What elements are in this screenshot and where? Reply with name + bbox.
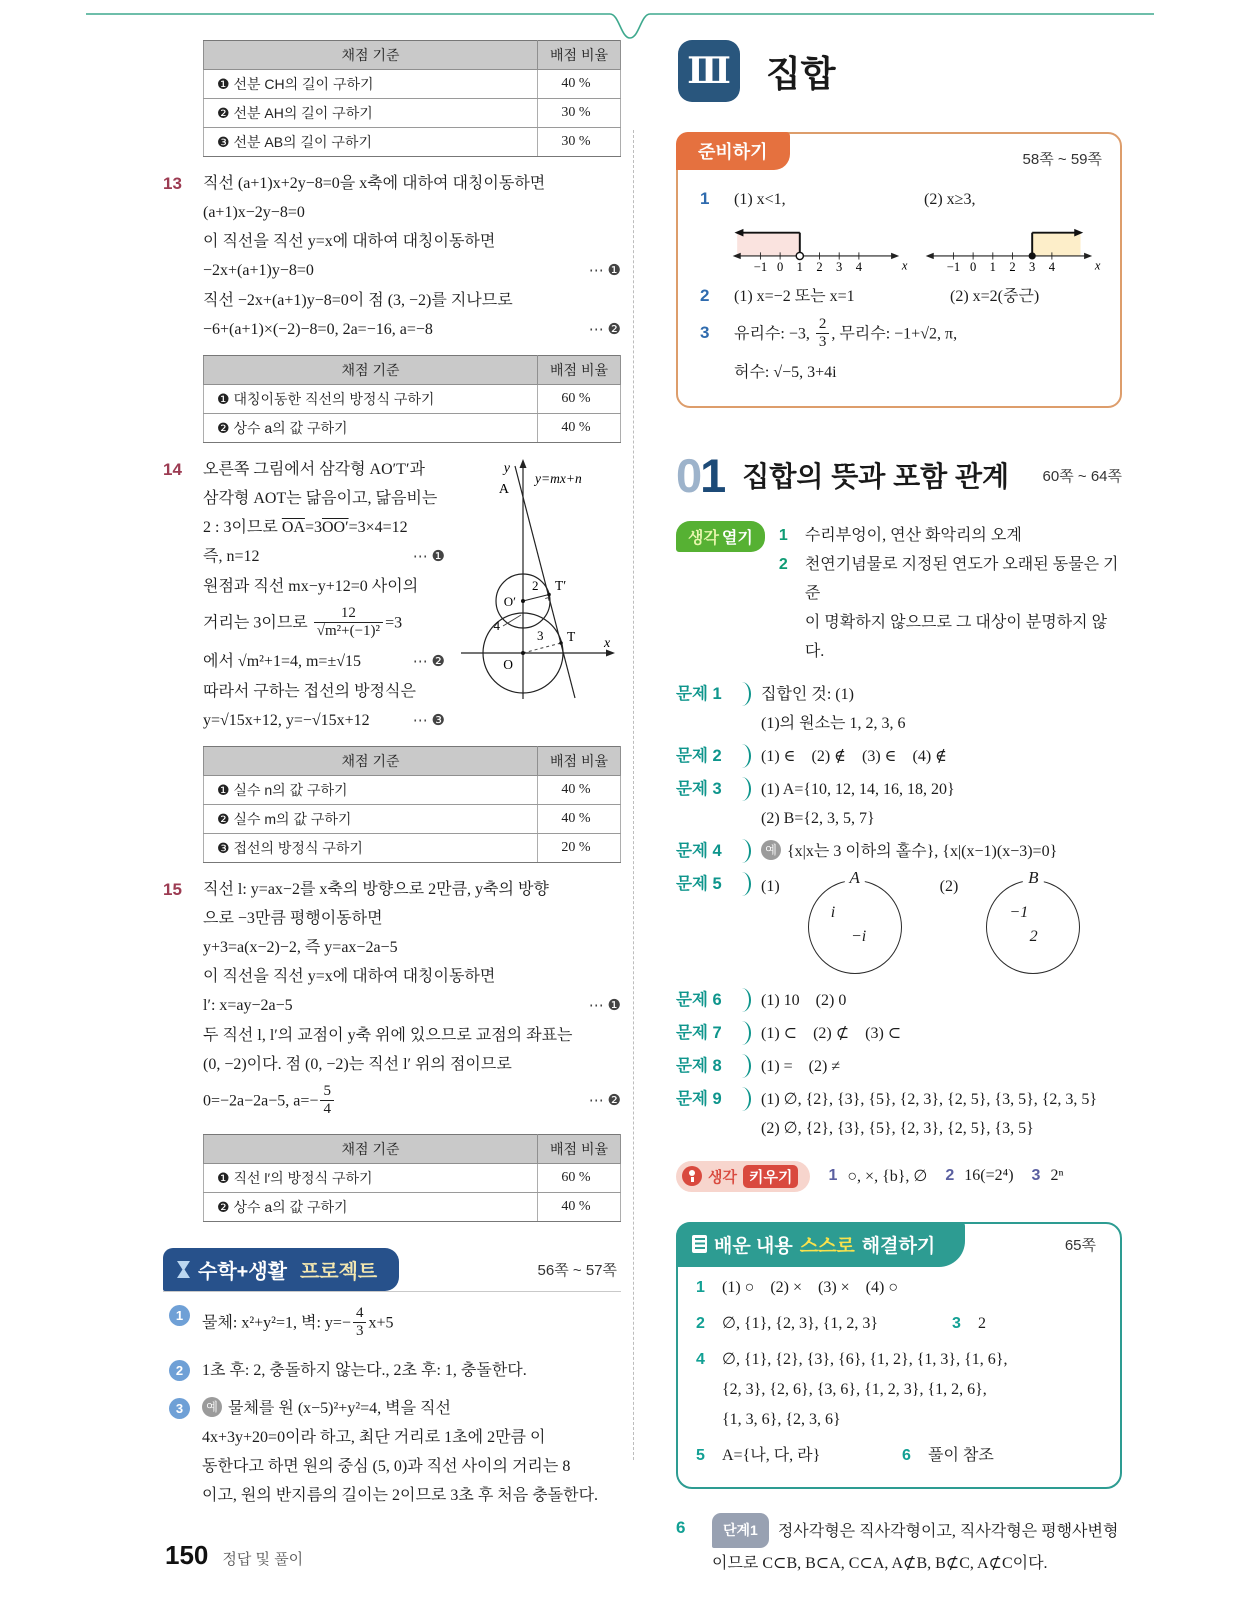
page-number: 150 [165,1540,209,1570]
self-solve-answer-5-6: 5 A={나, 다, 라} 6 풀이 참조 [696,1441,1102,1471]
problem-6-solution: 6 단계1 정사각형은 직사각형이고, 직사각형은 평행사변형 이므로 C⊂B, B⊂A, C⊂A, A⊄B, B⊄C, A⊄C이다. [676,1513,1122,1579]
solution-line: 이 직선을 직선 y=x에 대하여 대칭이동하면 [203,233,496,250]
note-icon [692,1235,707,1253]
solution-line: −2x+(a+1)y−8=0 ⋯ ❶ [203,256,621,286]
set-element: i [830,904,836,922]
section-title: 집합의 뜻과 포함 관계 [742,461,1010,492]
problem-answer-6: 문제 6 (1) 10 (2) 0 [676,986,1122,1015]
table-row: ❸ 접선의 방정식 구하기 20 % [204,833,621,862]
rubric-table-1 [203,40,621,157]
figure-line-equation: y=mx+n [535,471,582,486]
solution-line: 2 : 3이므로 $\overline{OA}=3OO'=3\times 4=12$ [203,519,408,536]
svg-text:−1: −1 [946,260,961,275]
tangent-circles-figure [453,457,621,703]
label-paren-decoration [740,839,751,863]
problem-number: 6 [676,1517,686,1537]
problem-answer-7: 문제 7 (1) ⊂ (2) ⊄ (3) ⊂ [676,1019,1122,1048]
numberline-figure-x-ge-3 [923,217,1102,277]
thought-grower-badge: 생각 키우기 [676,1161,810,1192]
svg-text:2: 2 [816,260,823,275]
venn-circle-B [986,867,1080,974]
fraction: $\frac{2}{3}$ [816,316,830,352]
problem-label: 문제 7 [676,1023,722,1042]
circled-number-badge: 1 [169,1305,190,1326]
hourglass-icon [177,1261,190,1278]
svg-text:x: x [1094,258,1101,273]
solution-line: (0, −2)이다. 점 (0, −2)는 직선 l′ 위의 점이므로 [203,1055,512,1073]
figure-point-A-label: A [498,482,509,497]
step-mark: ⋯ ❷ [588,1092,621,1109]
figure-O-label: O [503,657,513,672]
rubric-table-4 [203,1134,621,1222]
venn-circle-A [808,867,902,974]
problem-label: 문제 6 [676,990,722,1009]
numberline-figure-x-lt-1 [730,217,909,277]
problem-13 [163,169,621,345]
self-solve-answer-2-3: 2 ∅, {1}, {2, 3}, {1, 2, 3} 3 2 [696,1309,1102,1339]
section-page-ref: 60쪽 ~ 64쪽 [1042,467,1122,485]
answer-number: 5 [696,1446,705,1464]
table-row: ❷ 상수 a의 값 구하기 40 % [204,414,621,443]
solution-line: 직선 (a+1)x+2y−8=0을 x축에 대하여 대칭이동하면 [203,175,546,192]
prep-answer-1: 1 (1) x<1, (2) x≥3, [700,184,1102,215]
svg-text:1: 1 [989,260,996,275]
table-row: ❶ 대칭이동한 직선의 방정식 구하기 60 % [204,385,621,414]
overline-segment: OO′ [321,519,349,536]
rubric-header-ratio: 배점 비율 [538,41,621,70]
table-row: ❶ 직선 l′의 방정식 구하기 60 % [204,1164,621,1193]
section-01-header [676,448,1122,502]
rubric-header-criteria: 채점 기준 [204,746,538,775]
lightbulb-icon [682,1166,702,1186]
svg-text:3: 3 [836,260,843,275]
problem-label: 문제 3 [676,779,722,798]
problem-answer-4: 문제 4 예 {x|x는 3 이하의 홀수}, {x|(x−1)(x−3)=0} [676,837,1122,866]
problem-label: 문제 1 [676,684,722,703]
problem-answer-5: 문제 5 (1) A i −i (2) B −1 2 [676,870,1122,982]
problem-number: 13 [163,174,182,193]
project-page-ref: 56쪽 ~ 57쪽 [537,1262,617,1279]
problem-label: 문제 8 [676,1056,722,1075]
answer-number: 1 [696,1278,705,1296]
set-element: 2 [1029,928,1038,946]
answer-number: 1 [778,526,788,544]
rubric-header-ratio: 배점 비율 [538,356,621,385]
solution-line: 0=−2a−2a−5, a=− $\frac{5}{4}$ ⋯ ❷ [203,1082,621,1117]
self-solve-page-ref: 65쪽 [1064,1236,1096,1254]
prep-answer-2: 2 (1) x=−2 또는 x=1 (2) x=2(중근) [700,281,1102,312]
solution-line: 으로 −3만큼 평행이동하면 [203,909,383,927]
preparation-page-ref: 58쪽 ~ 59쪽 [1022,151,1102,168]
chapter-header [678,40,1122,102]
problem-answer-2: 문제 2 (1) ∈ (2) ∉ (3) ∈ (4) ∉ [676,742,1122,771]
solution-line: (a+1)x−2y−8=0 [203,204,305,221]
table-row: ❶ 선분 CH의 길이 구하기 40 % [204,70,621,99]
answer-number: 3 [700,323,710,343]
answer-number: 2 [696,1314,705,1332]
answer-number: 6 [902,1446,911,1464]
rubric-table-3 [203,746,621,863]
step-1-badge: 단계1 [712,1513,769,1548]
label-paren-decoration [740,777,751,801]
table-row: ❸ 선분 AB의 길이 구하기 30 % [204,128,621,157]
answer-number: 1 [828,1167,838,1184]
solution-line: 두 직선 l, l′의 교점이 y축 위에 있으므로 교점의 좌표는 [203,1026,573,1044]
problem-answer-9: 문제 9 (1) ∅, {2}, {3}, {5}, {2, 3}, {2, 5}, {3, 5}, {2, 3, 5} (2) ∅, {2}, {3}, {5}, {2, 3}, {2, 5}, {3, 5} [676,1085,1122,1143]
svg-text:1: 1 [796,260,803,275]
answer-number: 4 [696,1350,705,1368]
step-mark: ⋯ ❷ [588,322,621,338]
svg-text:4: 4 [1048,260,1056,275]
rubric-header-criteria: 채점 기준 [204,41,538,70]
solution-line: 따라서 구하는 접선의 방정식은 [203,682,416,700]
label-paren-decoration [740,1021,751,1045]
svg-text:4: 4 [855,260,863,275]
self-solve-header-badge: 배운 내용 스스로 해결하기 [676,1222,965,1267]
problem-number: 14 [163,460,182,479]
solution-line: 거리는 3이므로 $\frac{12}{\text{√m²+(−1)²}}$ =3 [203,605,403,640]
figure-O-prime-label: O′ [503,594,516,609]
self-solve-answer-1: 1 (1) ○ (2) × (3) × (4) ○ [696,1273,1102,1303]
figure-distance-4-label: 4 [493,618,500,633]
svg-text:3: 3 [1029,260,1036,275]
answer-number: 2 [700,286,710,305]
answer-number: 3 [952,1314,961,1332]
solution-line: 직선 −2x+(a+1)y−8=0이 점 (3, −2)를 지나므로 [203,292,513,309]
self-solve-answer-4: 4 ∅, {1}, {2}, {3}, {6}, {1, 2}, {1, 3}, {1, 6}, {2, 3}, {2, 6}, {3, 6}, {1, 2, 3}, {1, 2, 6}, {1, 3, 6}, {2, 3, 6} [696,1345,1102,1435]
rubric-table-2 [203,355,621,443]
open-endpoint-marker [796,252,803,259]
solution-line: 즉, n=12 ⋯ ❶ [203,542,445,572]
label-paren-decoration [740,988,751,1012]
figure-radius-2-label: 2 [532,578,539,593]
set-element: −i [850,928,867,946]
figure-x-axis-label: x [604,636,611,651]
project-title-sub: 프로젝트 [299,1261,378,1283]
problem-answer-8: 문제 8 (1) = (2) ≠ [676,1052,1122,1081]
step-mark: ⋯ ❶ [412,549,445,565]
step-mark: ⋯ ❶ [588,263,621,279]
figure-y-axis-label: y [503,461,510,476]
table-row: ❷ 실수 m의 값 구하기 40 % [204,804,621,833]
rubric-header-ratio: 배점 비율 [538,1135,621,1164]
fraction: $\frac{12}{\text{√m²+(−1)²}}$ [314,605,383,641]
solution-line: y=√15x+12, y=−√15x+12 ⋯ ❸ [203,706,445,736]
svg-text:2: 2 [1009,260,1016,275]
chapter-numeral-badge: Ⅲ [678,40,740,102]
project-badge [163,1248,399,1291]
fraction: $\frac{5}{4}$ [320,1083,334,1119]
overline-segment: $\overline{OA}$ [281,519,305,536]
set-element: −1 [1009,904,1029,922]
problem-label: 문제 5 [676,874,722,893]
step-mark: ⋯ ❸ [412,712,445,729]
problem-label: 문제 9 [676,1089,722,1108]
table-row: ❷ 선분 AH의 길이 구하기 30 % [204,99,621,128]
self-solve-box [676,1222,1122,1489]
thought-opener-block: 생각 열기 1 수리부엉이, 연산 화악리의 오계 2 천연기념물로 지정된 연도가 오래된 동물은 기준 이 명확하지 않으므로 그 대상이 분명하지 않다. [676,521,1122,666]
right-column [676,40,1122,1579]
solution-line: −6+(a+1)×(−2)−8=0, 2a=−16, a=−8 ⋯ ❷ [203,315,621,345]
project-answer-2: 2 1초 후: 2, 충돌하지 않는다., 2초 후: 1, 충돌한다. [163,1356,621,1385]
solution-line: 이 직선을 직선 y=x에 대하여 대칭이동하면 [203,967,496,985]
circled-number-badge: 3 [169,1398,190,1419]
problem-number: 15 [163,879,182,899]
thought-grower-block: 생각 키우기 1 ○, ×, {b}, ∅ 2 16(=2⁴) 3 2ⁿ [676,1161,1122,1192]
table-row: ❷ 상수 a의 값 구하기 40 % [204,1193,621,1222]
project-title-main: 수학+생활 [198,1261,287,1283]
preparation-badge: 준비하기 [676,132,790,170]
example-badge: 예 [202,1397,222,1417]
answer-number: 3 [1031,1167,1041,1184]
rubric-header-ratio: 배점 비율 [538,746,621,775]
rubric-header-criteria: 채점 기준 [204,1135,538,1164]
step-mark: ⋯ ❶ [588,997,621,1014]
svg-text:0: 0 [969,260,977,275]
solution-line: 원점과 직선 mx−y+12=0 사이의 [203,578,419,595]
answer-number: 2 [778,555,788,573]
svg-text:x: x [901,258,908,273]
example-badge: 예 [761,840,781,860]
left-column [163,40,621,1510]
table-row: ❶ 실수 n의 값 구하기 40 % [204,775,621,804]
column-divider [633,130,634,1460]
circled-number-badge: 2 [169,1360,190,1381]
set-label: B [1023,868,1043,888]
solution-line: l′: x=ay−2a−5 ⋯ ❶ [203,991,621,1021]
problem-label: 문제 2 [676,746,722,765]
page-footer [165,1540,303,1571]
chapter-title: 집합 [766,52,836,94]
svg-text:−1: −1 [753,260,768,275]
answer-number: 2 [945,1167,955,1184]
closed-endpoint-marker [1029,252,1036,259]
solution-line: 삼각형 AOT는 닮음이고, 닮음비는 [203,490,438,507]
set-label: A [844,868,864,888]
thought-opener-badge: 생각 열기 [676,521,765,552]
figure-radius-3-label: 3 [537,628,544,643]
prep-answer-3: 3 유리수: −3, $\frac{2}{3}$ , 무리수: −1+√2, π, [700,316,958,351]
project-answer-3: 3 예 물체를 원 (x−5)²+y²=4, 벽을 직선 4x+3y+20=0이라 하고, 최단 거리로 1초에 2만큼 이 동한다고 하면 원의 중심 (5, 0)과 직선 사이의 거리는 8 이고, 원의 반지름의 길이는 2이므로 3초 후 처음 충돌한다. [163,1394,621,1510]
answer-number: 1 [700,189,710,208]
figure-T-label: T [567,629,576,644]
preparation-box: 준비하기 58쪽 ~ 59쪽 1 (1) x<1, (2) x≥3, −1 0 1 2 3 4 x −1 0 1 2 3 4 x 2 (1) x=−2 또는 x=1 (2) x=2(중근) 3 유리수: −3, $\frac{2}{3}$ , 무리수: −1+√2, π, 허수: √−5, 3+4i [676,132,1122,408]
problem-15 [163,875,621,1125]
problem-answer-3: 문제 3 (1) A={10, 12, 14, 16, 18, 20} (2) B={2, 3, 5, 7} [676,775,1122,833]
label-paren-decoration [740,744,751,768]
fraction: $\frac{4}{3}$ [353,1305,367,1341]
footer-label: 정답 및 풀이 [222,1551,304,1568]
section-number: 01 [676,448,725,502]
figure-T-prime-label: T′ [555,578,567,593]
svg-text:0: 0 [776,260,784,275]
solution-line: 오른쪽 그림에서 삼각형 AO′T′과 [203,461,425,478]
solution-line: 직선 l: y=ax−2를 x축의 방향으로 2만큼, y축의 방향 [203,880,549,898]
rubric-header-criteria: 채점 기준 [204,356,538,385]
step-mark: ⋯ ❷ [412,653,445,670]
problem-14 [163,455,621,736]
label-paren-decoration [740,1087,751,1111]
problem-answer-1: 문제 1 집합인 것: (1) (1)의 원소는 1, 2, 3, 6 [676,680,1122,738]
solution-line: 에서 √m²+1=4, m=±√15 ⋯ ❷ [203,647,445,677]
problem-label: 문제 4 [676,841,722,860]
label-paren-decoration [740,1054,751,1078]
label-paren-decoration [740,682,751,706]
solution-line: y+3=a(x−2)−2, 즉 y=ax−2a−5 [203,938,398,956]
project-answer-1: 1 물체: x²+y²=1, 벽: y=− $\frac{4}{3}$ x+5 [163,1301,621,1347]
math-life-project-section [163,1248,621,1510]
label-paren-decoration [740,872,751,896]
